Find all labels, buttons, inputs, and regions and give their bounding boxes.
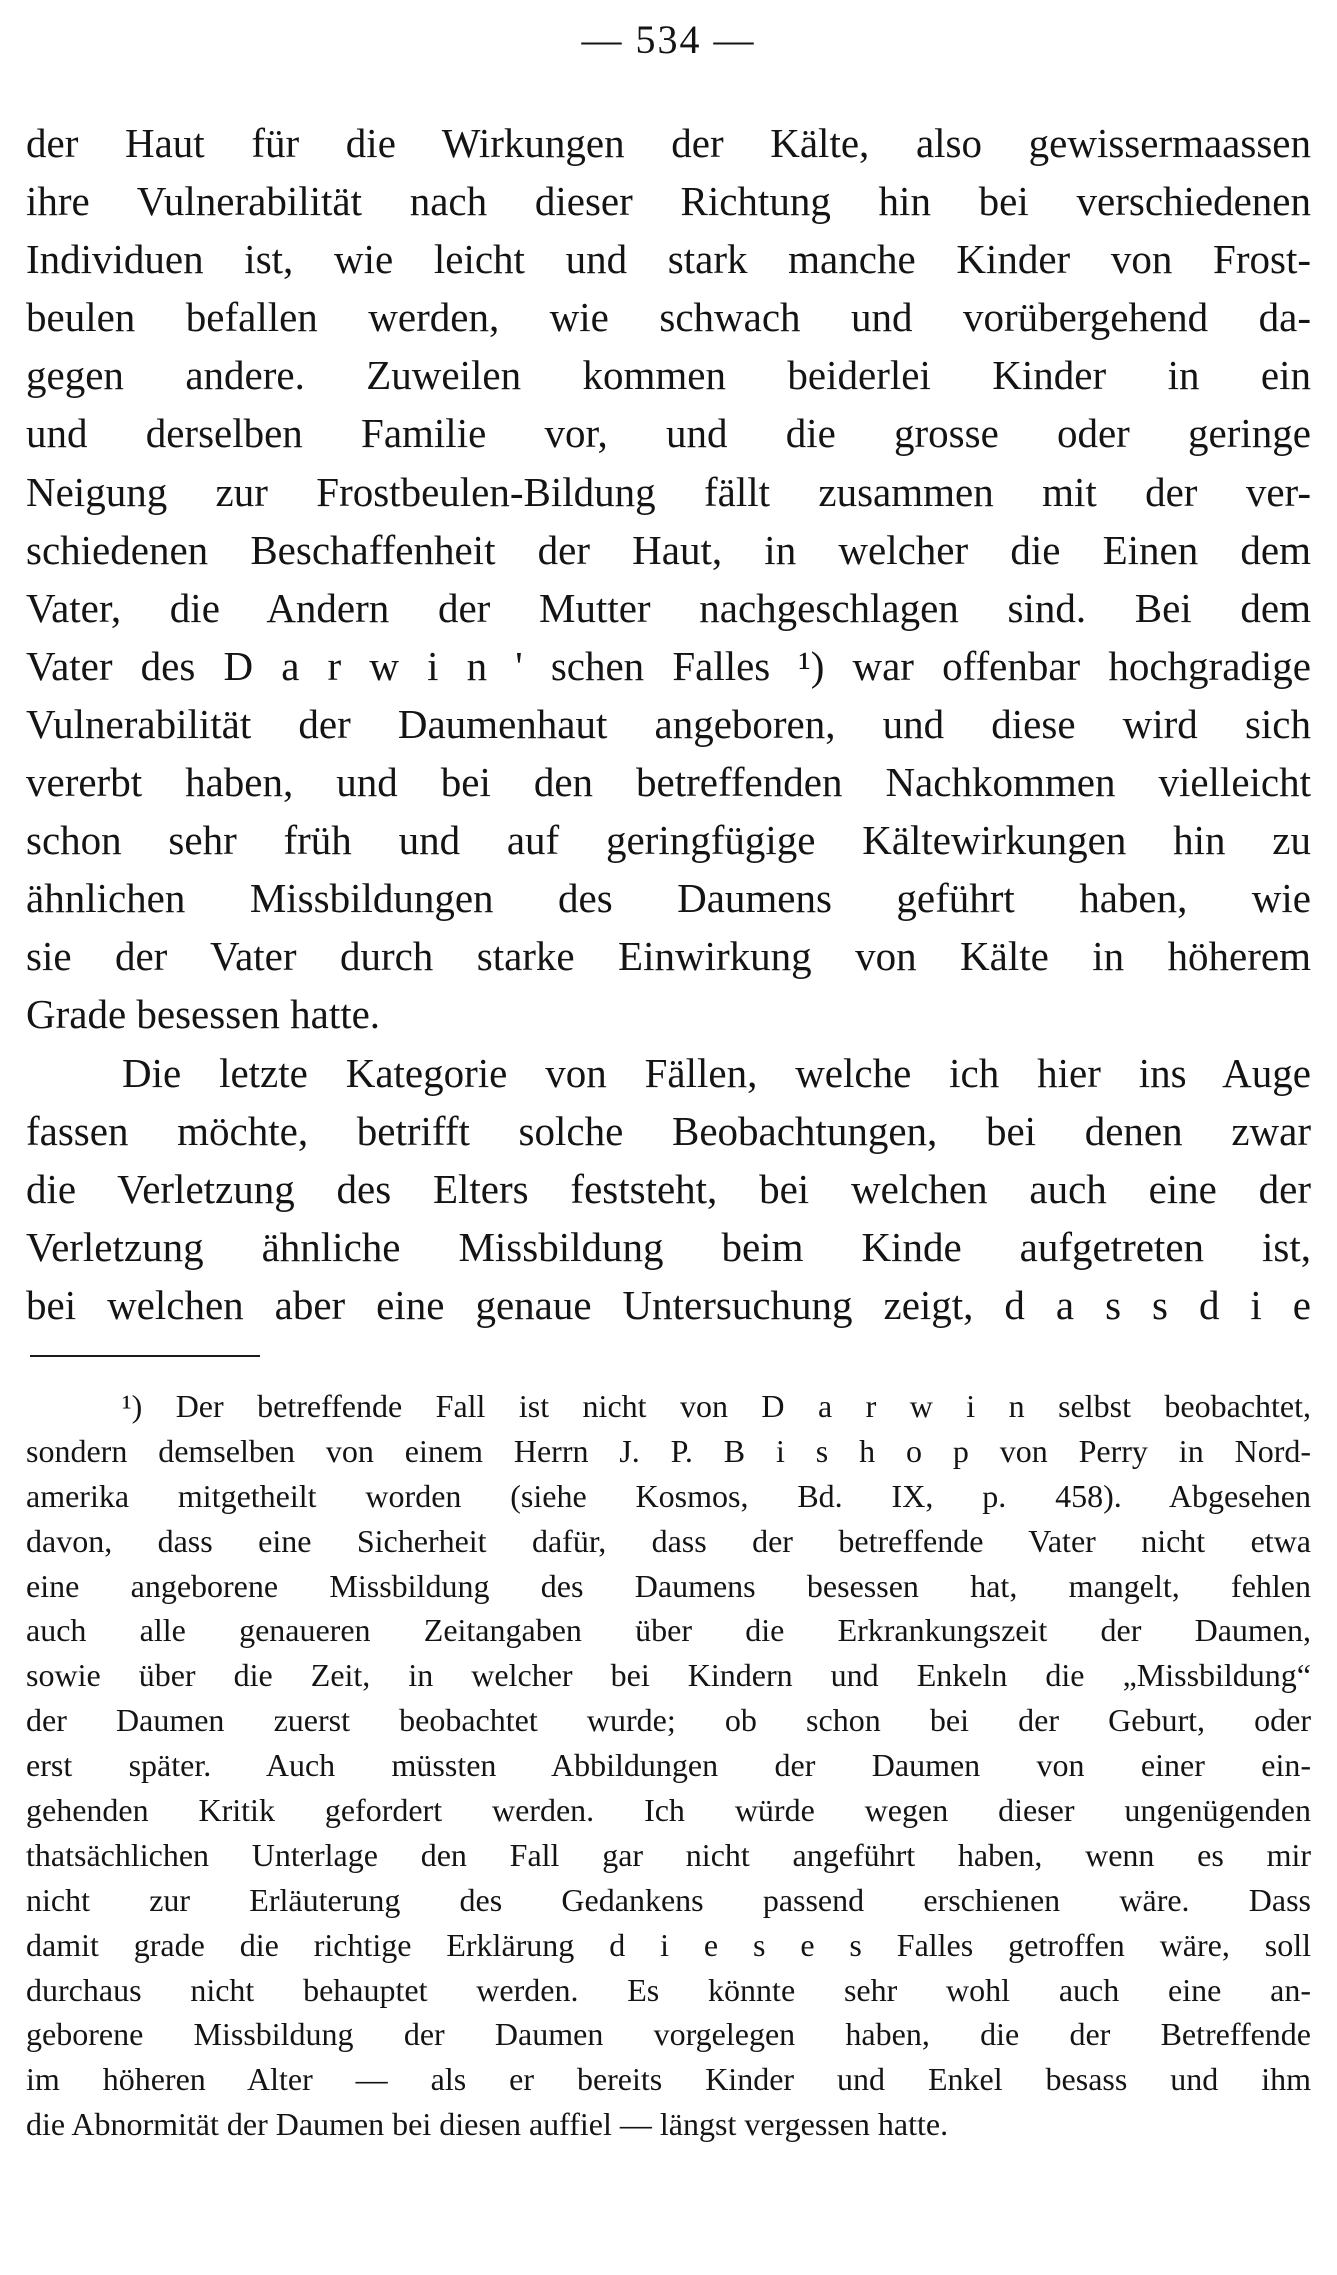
footnote-line: auch alle genaueren Zeitangaben über die Erkrankungszeit der Daumen, <box>26 1612 1311 1649</box>
text-line: bei welchen aber eine genaue Untersuchung zeigt, d a s s d i e <box>26 1281 1311 1328</box>
text-line: ihre Vulnerabilität nach dieser Richtung hin bei verschiedenen <box>26 178 1311 225</box>
text-line: beulen befallen werden, wie schwach und vorübergehend da- <box>26 294 1311 341</box>
footnote-line: die Abnormität der Daumen bei diesen auffiel — längst vergessen hatte. <box>26 2106 949 2143</box>
text-line: ähnlichen Missbildungen des Daumens geführt haben, wie <box>26 875 1311 922</box>
text-line: Grade besessen hatte. <box>26 991 381 1038</box>
footnote-line: gehenden Kritik gefordert werden. Ich würde wegen dieser ungenügenden <box>26 1792 1311 1829</box>
text-line: Neigung zur Frostbeulen-Bildung fällt zusammen mit der ver- <box>26 468 1311 515</box>
text-line: Verletzung ähnliche Missbildung beim Kinde aufgetreten ist, <box>26 1223 1311 1270</box>
text-line: schon sehr früh und auf geringfügige Kältewirkungen hin zu <box>26 817 1311 864</box>
text-line: Individuen ist, wie leicht und stark manche Kinder von Frost- <box>26 236 1311 283</box>
footnote-divider <box>30 1355 260 1357</box>
text-line: Vulnerabilität der Daumenhaut angeboren, und diese wird sich <box>26 700 1311 747</box>
footnote-line: sowie über die Zeit, in welcher bei Kindern und Enkeln die „Missbildung“ <box>26 1657 1311 1694</box>
footnote-line: geborene Missbildung der Daumen vorgelegen haben, die der Betreffende <box>26 2016 1311 2053</box>
page-number: — 534 — <box>581 17 756 62</box>
footnote-line: nicht zur Erläuterung des Gedankens passend erschienen wäre. Dass <box>26 1881 1311 1918</box>
text-line: Die letzte Kategorie von Fällen, welche ich hier ins Auge <box>122 1049 1311 1096</box>
footnote-line: amerika mitgetheilt worden (siehe Kosmos, Bd. IX, p. 458). Abgesehen <box>26 1477 1311 1514</box>
text-line: sie der Vater durch starke Einwirkung von Kälte in höherem <box>26 933 1311 980</box>
footnote-line: davon, dass eine Sicherheit dafür, dass der betreffende Vater nicht etwa <box>26 1522 1311 1559</box>
footnote-line: der Daumen zuerst beobachtet wurde; ob schon bei der Geburt, oder <box>26 1702 1311 1739</box>
footnote-line: ¹) Der betreffende Fall ist nicht von D a r w i n selbst beobachtet, <box>122 1388 1311 1424</box>
footnote-line: damit grade die richtige Erklärung d i e s e s Falles getroffen wäre, soll <box>26 1926 1311 1963</box>
text-line: der Haut für die Wirkungen der Kälte, also gewissermaassen <box>26 120 1311 166</box>
text-line: schiedenen Beschaffenheit der Haut, in welcher die Einen dem <box>26 526 1311 573</box>
text-line: Vater, die Andern der Mutter nachgeschlagen sind. Bei dem <box>26 584 1311 631</box>
footnote-line: durchaus nicht behauptet werden. Es könnte sehr wohl auch eine an- <box>26 1971 1311 2008</box>
footnote-line: erst später. Auch müssten Abbildungen der Daumen von einer ein- <box>26 1747 1311 1784</box>
footnote-line: im höheren Alter — als er bereits Kinder und Enkel besass und ihm <box>26 2061 1311 2098</box>
text-line: vererbt haben, und bei den betreffenden Nachkommen vielleicht <box>26 759 1311 806</box>
footnote-line: thatsächlichen Unterlage den Fall gar nicht angeführt haben, wenn es mir <box>26 1836 1311 1873</box>
footnote-line: eine angeborene Missbildung des Daumens besessen hat, mangelt, fehlen <box>26 1567 1311 1604</box>
footnote-line: sondern demselben von einem Herrn J. P. B i s h o p von Perry in Nord- <box>26 1432 1311 1469</box>
footnote <box>26 1384 1311 2147</box>
text-line: die Verletzung des Elters feststeht, bei welchen auch eine der <box>26 1165 1311 1212</box>
text-line: fassen möchte, betrifft solche Beobachtungen, bei denen zwar <box>26 1107 1311 1154</box>
text-line: und derselben Familie vor, und die grosse oder geringe <box>26 410 1311 457</box>
main-text <box>26 114 1311 1334</box>
text-line: gegen andere. Zuweilen kommen beiderlei Kinder in ein <box>26 352 1311 399</box>
text-line: Vater des D a r w i n ' schen Falles ¹) war offenbar hochgradige <box>26 642 1311 689</box>
